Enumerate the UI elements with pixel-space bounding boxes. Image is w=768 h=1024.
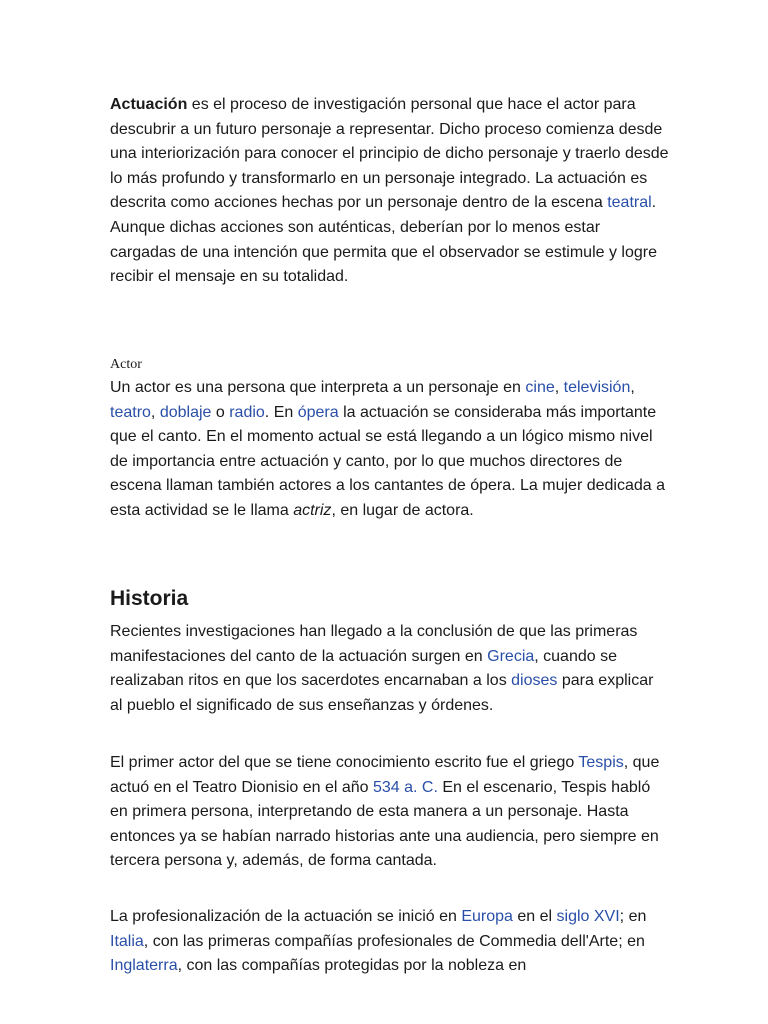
separator: o	[211, 403, 230, 421]
link-dioses[interactable]: dioses	[511, 672, 558, 690]
link-siglo-xvi[interactable]: siglo XVI	[556, 908, 620, 925]
link-inglaterra[interactable]: Inglaterra	[110, 957, 178, 975]
separator: ,	[630, 379, 635, 396]
historia-p1-text-2: , cuando se realizaban ritos en que los sacerdotes encarnaban a los	[110, 647, 617, 690]
historia-p3-text-2: en el	[512, 908, 557, 925]
historia-p3-text-1: La profesionalización de la actuación se inició en	[110, 908, 462, 925]
actor-heading: Actor	[110, 357, 142, 372]
historia-p2-text-2: , que actuó en el Teatro Dionisio en el año	[110, 754, 660, 796]
actor-text-3: la actuación se consideraba más importante que el canto. En el momento actual se está llegando a un lógico mismo nivel de importancia entre actuación y canto, por lo que muchos directores de escena llaman también actores a los cantantes de ópera. La mujer dedicada a esta actividad se le llama	[110, 403, 666, 519]
historia-p2-text-3: En el escenario, Tespis habló en primera persona, interpretando de esta manera a un personaje. Hasta entonces ya se habían narrado historias ante una audiencia, pero siempre en tercera persona y, además, de forma cantada.	[110, 778, 659, 870]
intro-paragraph	[110, 93, 670, 290]
link-television[interactable]: televisión	[563, 379, 631, 396]
link-opera[interactable]: ópera	[297, 403, 339, 421]
historia-p3-text-4: , con las primeras compañías profesionales de Commedia dell'Arte; en	[143, 932, 645, 950]
intro-text-1: es el proceso de investigación personal que hace el actor para descubrir a un futuro personaje a representar. Dicho proceso comienza desde una interiorización para conocer el principio de dicho personaje y traerlo desde lo más profundo y transformarlo en un personaje integrado. La actuación es descrita como acciones hechas por un personaje dentro de la escena	[110, 96, 669, 212]
intro-term: Actuación	[110, 96, 188, 113]
historia-p1-text-3: para explicar al pueblo el significado de sus enseñanzas y órdenes.	[110, 672, 654, 714]
link-teatro[interactable]: teatro	[110, 403, 151, 421]
historia-p1-text-1: Recientes investigaciones han llegado a la conclusión de que las primeras manifestaciones del canto de la actuación surgen en	[110, 623, 638, 665]
historia-p3-text-5: , con las compañías protegidas por la nobleza en	[177, 957, 527, 975]
historia-paragraph-1	[110, 620, 670, 718]
actor-text-1: Un actor es una persona que interpreta a un personaje en	[110, 379, 526, 396]
link-tespis[interactable]: Tespis	[578, 754, 624, 771]
link-radio[interactable]: radio	[229, 403, 265, 421]
historia-p3-text-3: ; en	[619, 908, 647, 925]
link-grecia[interactable]: Grecia	[487, 647, 535, 665]
link-cine[interactable]: cine	[525, 379, 555, 396]
actriz-term: actriz	[293, 501, 332, 519]
separator: ,	[554, 379, 564, 396]
actor-text-2: . En	[264, 403, 298, 421]
link-teatral[interactable]: teatral	[607, 194, 652, 212]
historia-paragraph-3	[110, 905, 670, 979]
actor-paragraph	[110, 376, 670, 524]
historia-heading: Historia	[110, 587, 189, 610]
link-doblaje[interactable]: doblaje	[159, 403, 212, 421]
link-534-ac[interactable]: 534 a. C.	[373, 778, 438, 796]
historia-paragraph-2	[110, 751, 670, 874]
separator: ,	[150, 403, 160, 421]
actor-text-4: , en lugar de actora.	[331, 501, 474, 519]
link-europa[interactable]: Europa	[461, 908, 513, 925]
historia-p2-text-1: El primer actor del que se tiene conocimiento escrito fue el griego	[110, 754, 579, 771]
intro-text-2: . Aunque dichas acciones son auténticas, deberían por lo menos estar cargadas de una intención que permita que el observador se estimule y logre recibir el mensaje en su totalidad.	[110, 194, 657, 286]
link-italia[interactable]: Italia	[110, 932, 144, 950]
